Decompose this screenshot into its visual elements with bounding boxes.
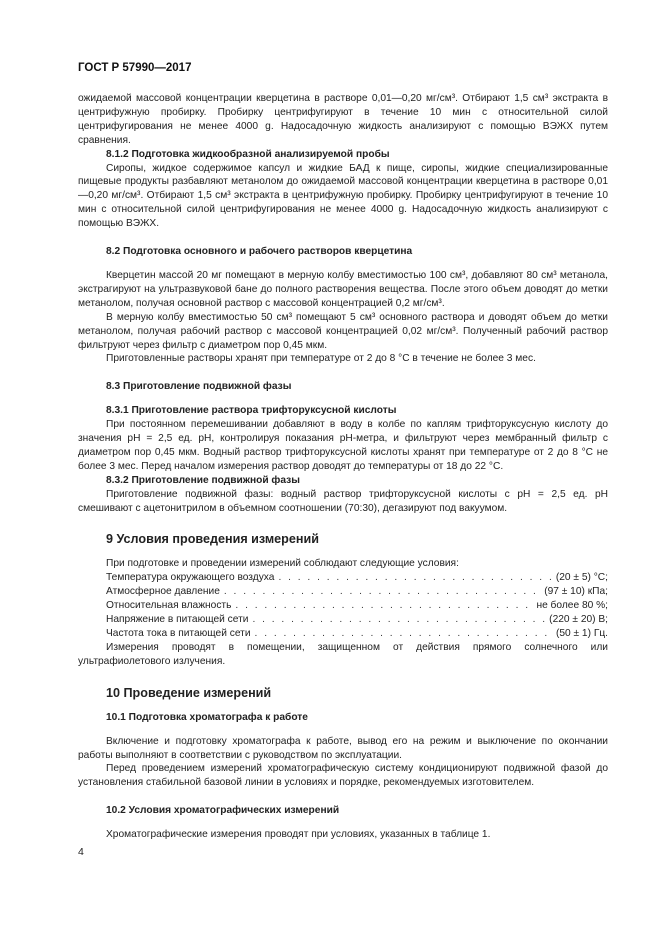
condition-row bbox=[78, 571, 608, 585]
heading-9: 9 Условия проведения измерений bbox=[106, 532, 319, 547]
paragraph-8-2-3: Приготовленные растворы хранят при температуре от 2 до 8 °С в течение не более 3 мес. bbox=[106, 353, 536, 365]
heading-10-1: 10.1 Подготовка хроматографа к работе bbox=[106, 711, 308, 723]
condition-value: (97 ± 10) кПа; bbox=[544, 586, 608, 598]
paragraph-10-2: Хроматографические измерения проводят при условиях, указанных в таблице 1. bbox=[106, 829, 491, 841]
paragraph-8-2-1: Кверцетин массой 20 мг помещают в мерную колбу вместимостью 100 см³, добавляют 80 см³ метанола, экстрагируют на ультразвуковой бане до полного растворения вещества. После этого объем доводят до метки метанолом, получая основной раствор с массовой концентрацией 0,2 мг/см³. bbox=[78, 269, 608, 309]
heading-8-3-2: 8.3.2 Приготовление подвижной фазы bbox=[106, 474, 300, 486]
paragraph-8-2-2: В мерную колбу вместимостью 50 см³ помещают 5 см³ основного раствора и доводят объем до метки метанолом, получая рабочий раствор с массовой концентрацией 0,02 мг/см³. Полученный рабочий раствор фильтруют через фильтр с диаметром пор 0,45 мкм. bbox=[78, 311, 608, 351]
condition-value: (20 ± 5) °С; bbox=[555, 572, 608, 584]
condition-label: Атмосферное давление bbox=[106, 586, 220, 598]
paragraph-8-1-2: Сиропы, жидкое содержимое капсул и жидкие БАД к пище, сиропы, жидкие специализированные пищевые продукты разбавляют метанолом до ожидаемой массовой концентрации кверцетина в растворе 0,01—0,20 мг/см³. Отбирают 1,5 см³ экстракта в центрифужную пробирку. Пробирку центрифугируют в течение 10 мин с относительной силой центрифугирования не менее 4000 g. Надосадочную жидкость анализируют с помощью ВЭЖХ. bbox=[78, 162, 608, 230]
document-header: ГОСТ Р 57990—2017 bbox=[78, 62, 192, 74]
condition-value: не более 80 %; bbox=[536, 600, 608, 612]
paragraph-10-1-2: Перед проведением измерений хроматографическую систему кондиционируют подвижной фазой до установления стабильной базовой линии в условиях и порядке, рекомендуемых изготовителем. bbox=[78, 763, 608, 789]
heading-8-3: 8.3 Приготовление подвижной фазы bbox=[106, 381, 292, 393]
heading-8-1-2: 8.1.2 Подготовка жидкообразной анализируемой пробы bbox=[106, 148, 390, 160]
condition-label: Температура окружающего воздуха bbox=[106, 572, 275, 584]
paragraph-8-3-2: Приготовление подвижной фазы: водный раствор трифторуксусной кислоты с рН = 2,5 ед. рН смешивают с ацетонитрилом в объемном соотношении (70:30), дегазируют под вакуумом. bbox=[78, 488, 608, 514]
heading-10-2: 10.2 Условия хроматографических измерений bbox=[106, 805, 340, 817]
condition-value: (50 ± 1) Гц. bbox=[555, 628, 608, 639]
paragraph-9-outro: Измерения проводят в помещении, защищенном от действия прямого солнечного или ультрафиолетового излучения. bbox=[78, 641, 608, 667]
document-body bbox=[78, 92, 608, 842]
paragraph-9-intro: При подготовке и проведении измерений соблюдают следующие условия: bbox=[106, 558, 459, 570]
heading-8-2: 8.2 Подготовка основного и рабочего растворов кверцетина bbox=[106, 246, 413, 258]
condition-label: Частота тока в питающей сети bbox=[106, 628, 251, 639]
condition-label: Относительная влажность bbox=[106, 600, 232, 612]
paragraph-10-1-1: Включение и подготовку хроматографа к работе, вывод его на режим и выключение по окончании работы выполняют в соответствии с руководством по эксплуатации. bbox=[78, 735, 608, 761]
condition-value: (220 ± 20) В; bbox=[549, 614, 608, 626]
condition-row bbox=[78, 585, 608, 599]
condition-row bbox=[78, 627, 608, 641]
condition-row bbox=[78, 599, 608, 613]
paragraph-intro: ожидаемой массовой концентрации кверцетина в растворе 0,01—0,20 мг/см³. Отбирают 1,5 см³ экстракта в центрифужную пробирку. Пробирку центрифугируют в течение 10 мин с относительной силой центрифугирования не менее 4000 g. Надосадочную жидкость анализируют с помощью ВЭЖХ путем сравнения. bbox=[78, 93, 608, 146]
heading-8-3-1: 8.3.1 Приготовление раствора трифторуксусной кислоты bbox=[106, 405, 397, 417]
condition-row bbox=[78, 613, 608, 627]
heading-10: 10 Проведение измерений bbox=[106, 685, 272, 700]
condition-label: Напряжение в питающей сети bbox=[106, 614, 249, 626]
page-number: 4 bbox=[78, 846, 84, 858]
paragraph-8-3-1: При постоянном перемешивании добавляют в воду в колбе по каплям трифторуксусную кислоту до значения рН = 2,5 ед. рН, контролируя показания рН-метра, и фильтруют через мембранный фильтр с диаметром пор 0,45 мкм. Водный раствор трифторуксусной кислоты хранят при температуре от 2 до 8 °С не более 3 мес. Перед началом измерения раствор доводят до температуры от 18 до 22 °С. bbox=[78, 419, 608, 472]
